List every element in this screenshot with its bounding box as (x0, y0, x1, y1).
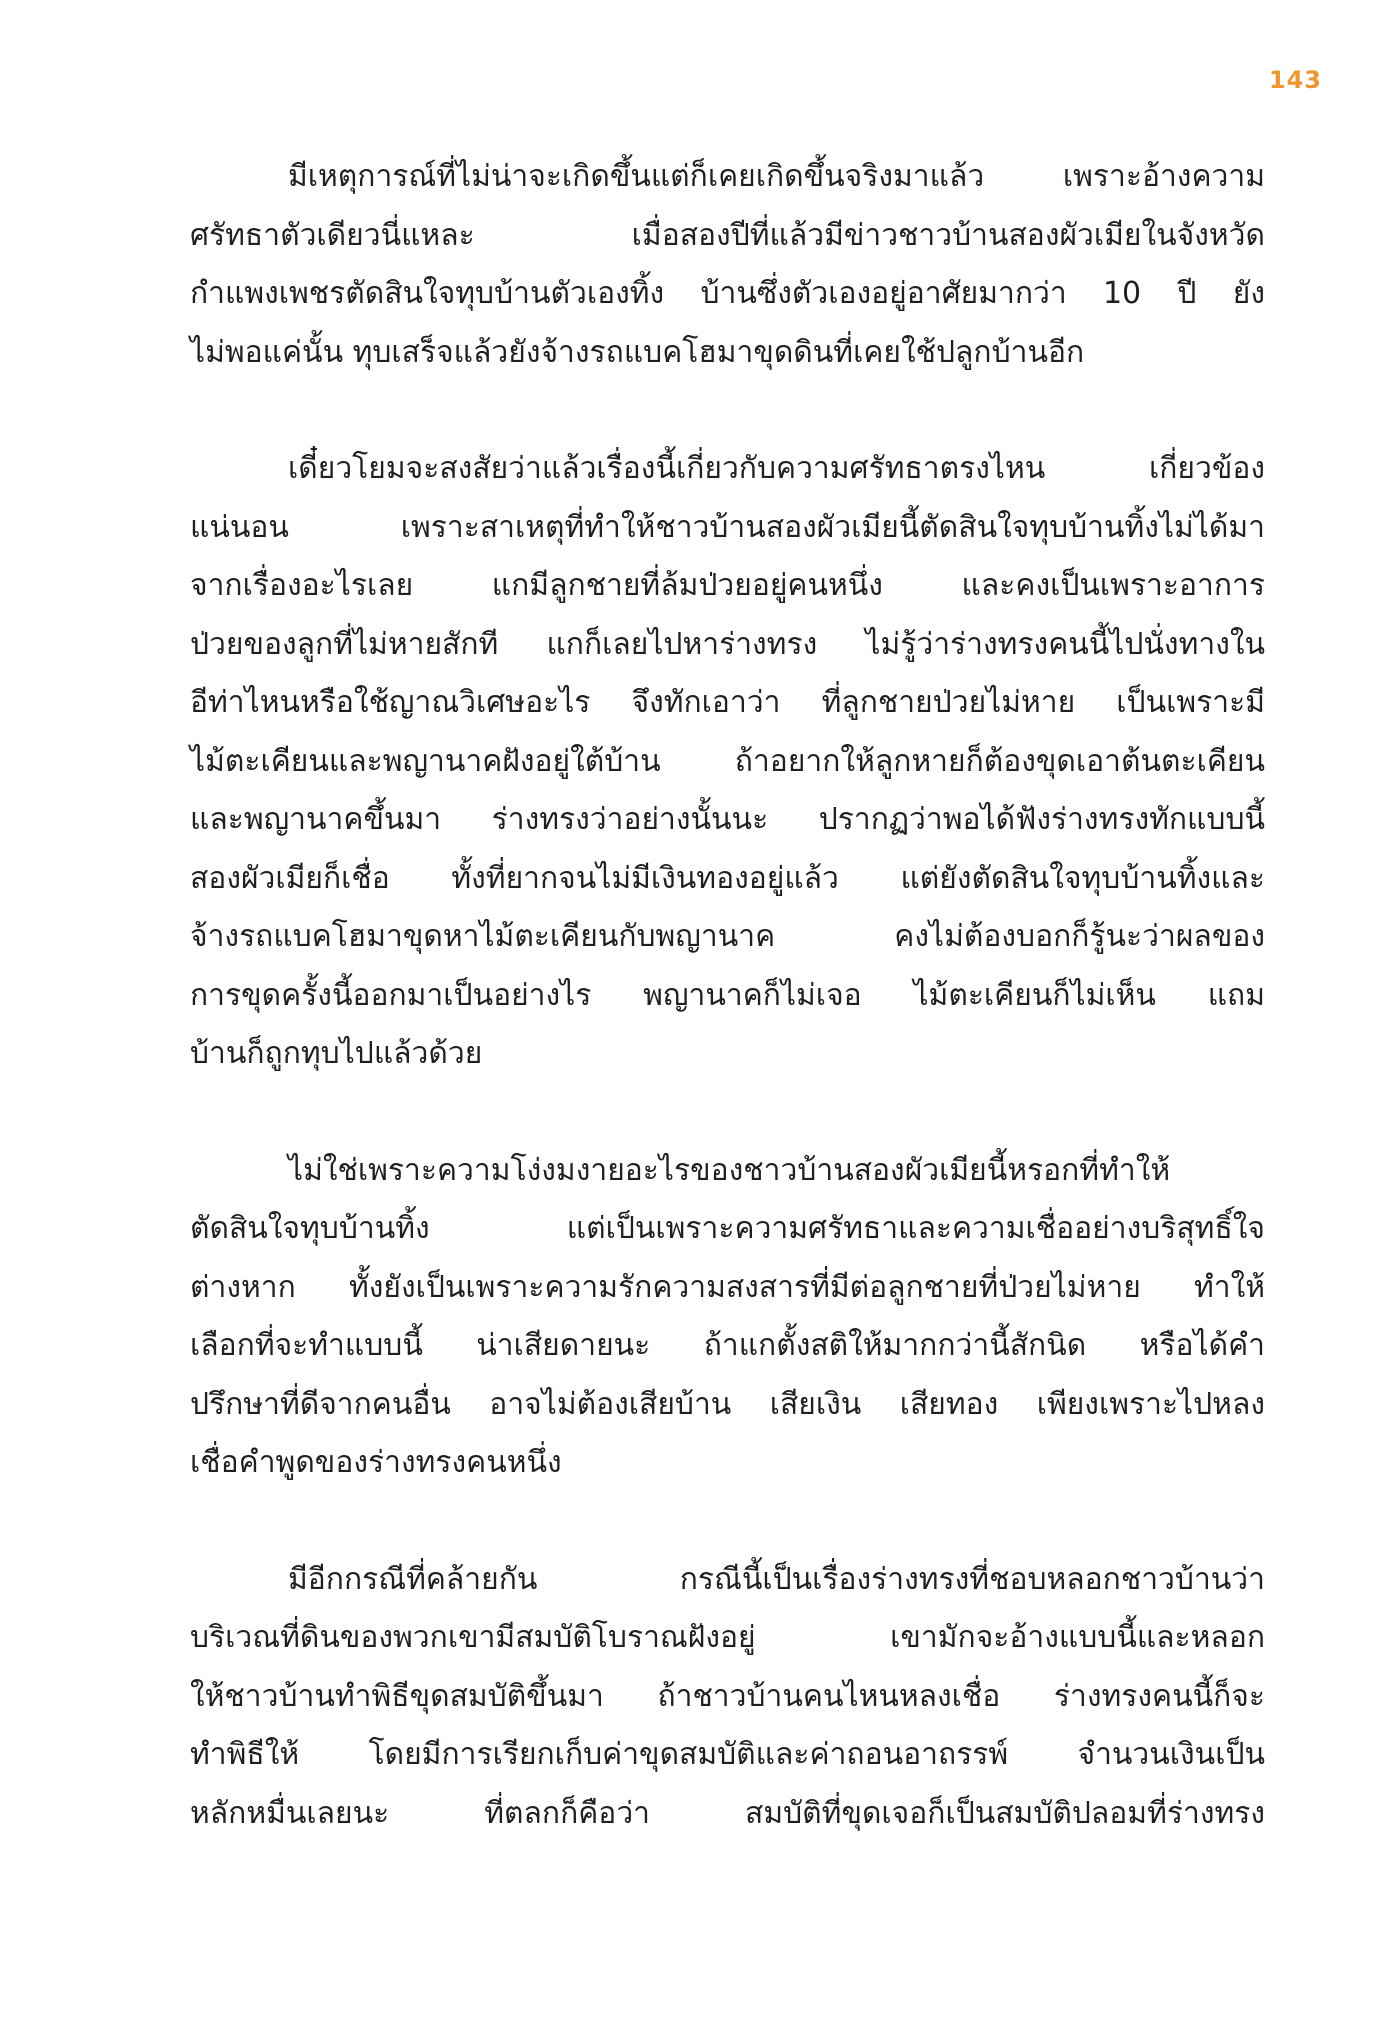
paragraph (190, 440, 1265, 1084)
text-line: สองผัวเมียก็เชื่อ ทั้งที่ยากจนไม่มีเงินทองอยู่แล้ว แต่ยังตัดสินใจทุบบ้านทิ้งและ (190, 860, 1265, 896)
text-line: ให้ชาวบ้านทำพิธีขุดสมบัติขึ้นมา ถ้าชาวบ้านคนไหนหลงเชื่อ ร่างทรงคนนี้ก็จะ (190, 1678, 1265, 1714)
paragraph (190, 1551, 1265, 1844)
text-line: ป่วยของลูกที่ไม่หายสักที แกก็เลยไปหาร่างทรง ไม่รู้ว่าร่างทรงคนนี้ไปนั่งทางใน (190, 626, 1265, 662)
text-line: อีท่าไหนหรือใช้ญาณวิเศษอะไร จึงทักเอาว่า ที่ลูกชายป่วยไม่หาย เป็นเพราะมี (190, 685, 1265, 720)
text-line: ศรัทธาตัวเดียวนี่แหละ เมื่อสองปีที่แล้วมีข่าวชาวบ้านสองผัวเมียในจังหวัด (190, 217, 1265, 253)
text-line: ปรึกษาที่ดีจากคนอื่น อาจไม่ต้องเสียบ้าน เสียเงิน เสียทอง เพียงเพราะไปหลง (190, 1386, 1265, 1422)
text-line: เดี๋ยวโยมจะสงสัยว่าแล้วเรื่องนี้เกี่ยวกับความศรัทธาตรงไหน เกี่ยวข้อง (288, 451, 1265, 486)
text-line: ไม่ใช่เพราะความโง่งมงายอะไรของชาวบ้านสองผัวเมียนี้หรอกที่ทำให้ (288, 1152, 1171, 1188)
text-line: ตัดสินใจทุบบ้านทิ้ง แต่เป็นเพราะความศรัทธาและความเชื่ออย่างบริสุทธิ์ใจ (190, 1211, 1265, 1246)
paragraph (190, 148, 1265, 382)
text-line: การขุดครั้งนี้ออกมาเป็นอย่างไร พญานาคก็ไม่เจอ ไม้ตะเคียนก็ไม่เห็น แถม (190, 977, 1265, 1013)
text-line: มีเหตุการณ์ที่ไม่น่าจะเกิดขึ้นแต่ก็เคยเกิดขึ้นจริงมาแล้ว เพราะอ้างความ (288, 159, 1265, 194)
text-line: จากเรื่องอะไรเลย แกมีลูกชายที่ล้มป่วยอยู่คนหนึ่ง และคงเป็นเพราะอาการ (190, 568, 1265, 603)
page-number: 143 (1268, 66, 1322, 94)
text-line: เลือกที่จะทำแบบนี้ น่าเสียดายนะ ถ้าแกตั้งสติให้มากกว่านี้สักนิด หรือได้คำ (190, 1328, 1265, 1363)
text-line: ทำพิธีให้ โดยมีการเรียกเก็บค่าขุดสมบัติและค่าถอนอาถรรพ์ จำนวนเงินเป็น (190, 1737, 1265, 1772)
text-line: และพญานาคขึ้นมา ร่างทรงว่าอย่างนั้นนะ ปรากฏว่าพอได้ฟังร่างทรงทักแบบนี้ (190, 802, 1265, 837)
text-line: มีอีกกรณีที่คล้ายกัน กรณีนี้เป็นเรื่องร่างทรงที่ชอบหลอกชาวบ้านว่า (288, 1561, 1265, 1597)
text-line: ต่างหาก ทั้งยังเป็นเพราะความรักความสงสารที่มีต่อลูกชายที่ป่วยไม่หาย ทำให้ (190, 1269, 1265, 1305)
text-line: กำแพงเพชรตัดสินใจทุบบ้านตัวเองทิ้ง บ้านซึ่งตัวเองอยู่อาศัยมากว่า 10 ปี ยัง (190, 276, 1265, 311)
text-line: บริเวณที่ดินของพวกเขามีสมบัติโบราณฝังอยู่ เขามักจะอ้างแบบนี้และหลอก (190, 1620, 1265, 1655)
text-line: บ้านก็ถูกทุบไปแล้วด้วย (190, 1036, 483, 1071)
text-line: หลักหมื่นเลยนะ ที่ตลกก็คือว่า สมบัติที่ขุดเจอก็เป็นสมบัติปลอมที่ร่างทรง (190, 1795, 1265, 1831)
text-line: เชื่อคำพูดของร่างทรงคนหนึ่ง (190, 1445, 562, 1480)
text-line: ไม่พอแค่นั้น ทุบเสร็จแล้วยังจ้างรถแบคโฮมาขุดดินที่เคยใช้ปลูกบ้านอีก (190, 334, 1085, 370)
text-line: แน่นอน เพราะสาเหตุที่ทำให้ชาวบ้านสองผัวเมียนี้ตัดสินใจทุบบ้านทิ้งไม่ได้มา (190, 509, 1265, 545)
text-line: ไม้ตะเคียนและพญานาคฝังอยู่ใต้บ้าน ถ้าอยากให้ลูกหายก็ต้องขุดเอาต้นตะเคียน (190, 743, 1265, 779)
paragraph (190, 1142, 1265, 1493)
body-text (190, 148, 1265, 1901)
text-line: จ้างรถแบคโฮมาขุดหาไม้ตะเคียนกับพญานาค คงไม่ต้องบอกก็รู้นะว่าผลของ (190, 919, 1265, 954)
